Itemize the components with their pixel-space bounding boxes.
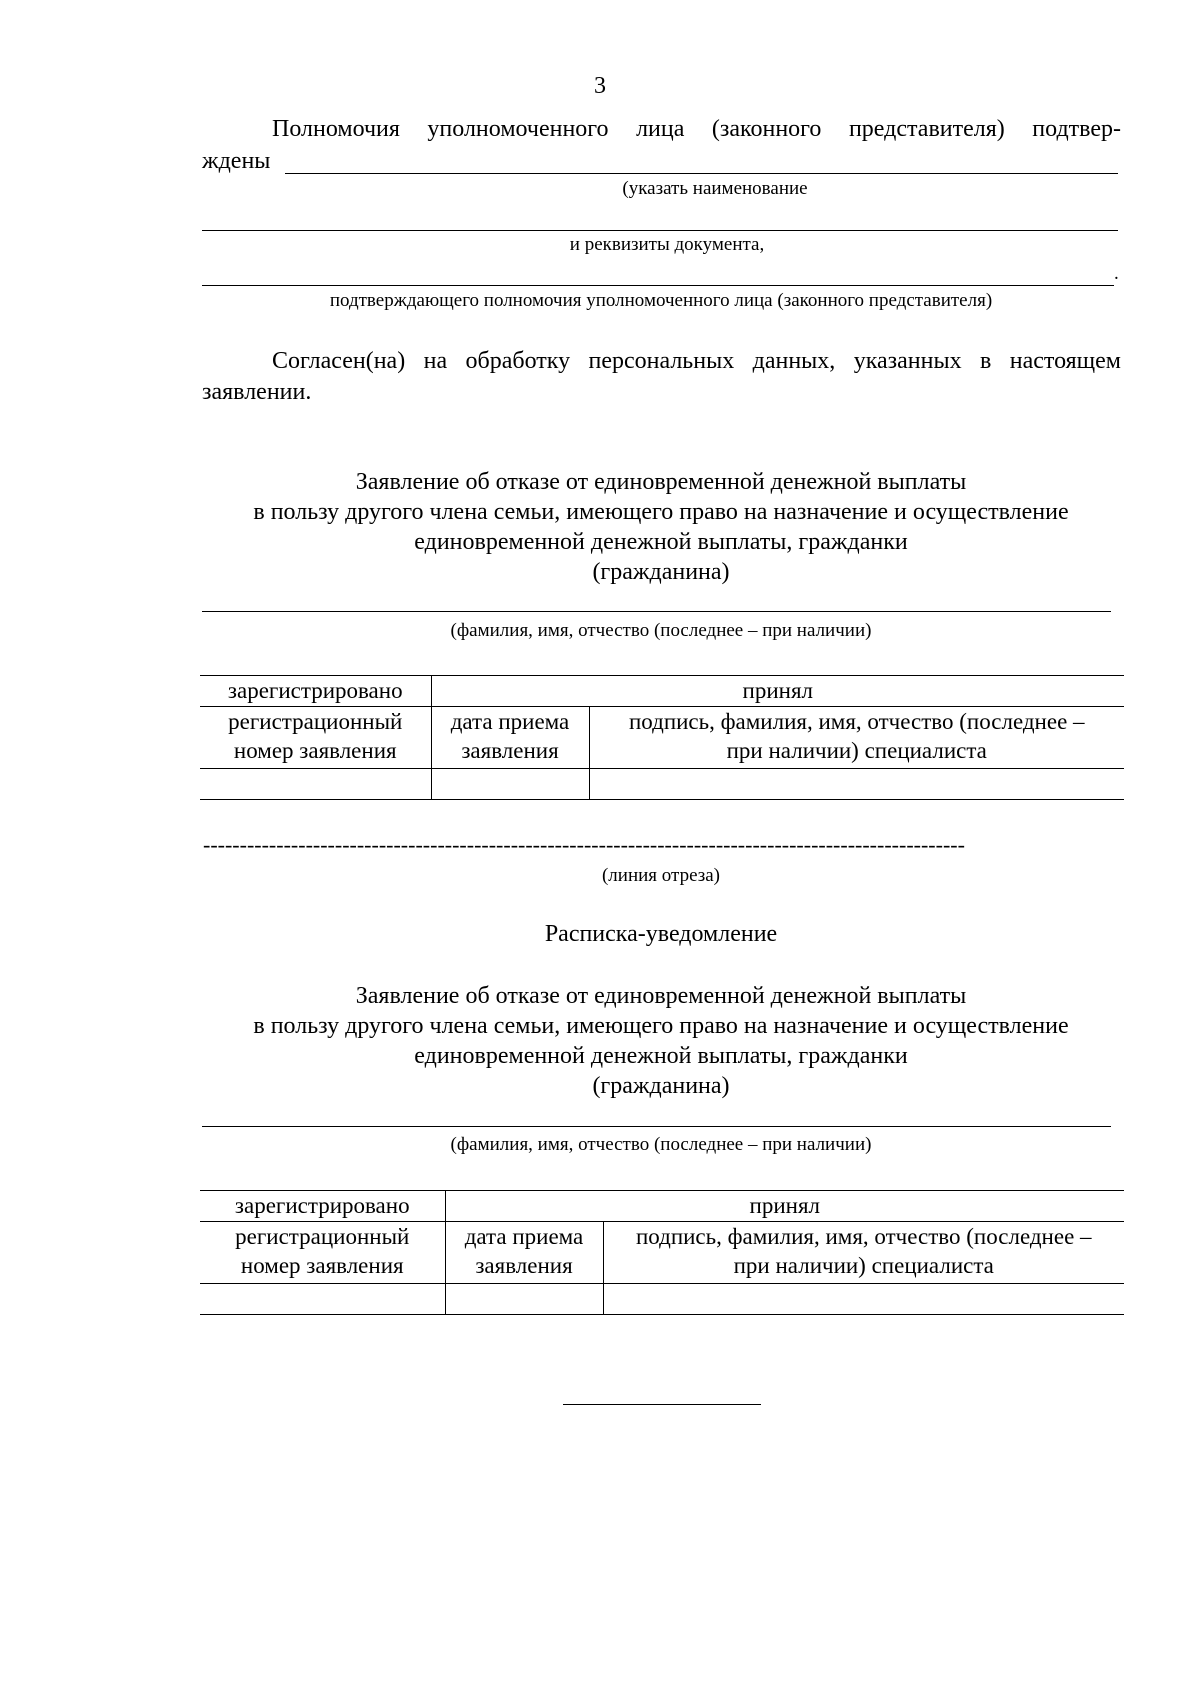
receipt-name-caption: (фамилия, имя, отчество (последнее – при наличии) bbox=[450, 1134, 872, 1155]
accepted-header: принял bbox=[431, 676, 1124, 707]
authority-paragraph-line2: ждены bbox=[202, 148, 271, 174]
receipt-accepted-header: принял bbox=[445, 1191, 1124, 1222]
receipt-title-line1: Заявление об отказе от единовременной денежной выплаты bbox=[355, 983, 967, 1009]
receipt-registration-table bbox=[200, 1190, 1124, 1315]
authority-paragraph-line1: Полномочия уполномоченного лица (законного представителя) подтвер- bbox=[272, 116, 1121, 142]
receipt-title-line2: в пользу другого члена семьи, имеющего право на назначение и осуществление bbox=[253, 1013, 1069, 1039]
application-title-line1: Заявление об отказе от единовременной денежной выплаты bbox=[355, 469, 967, 495]
cut-line: -------------------------------------------------------------------------------------------------------- bbox=[203, 834, 965, 856]
receipt-date-cell[interactable] bbox=[445, 1284, 603, 1315]
receipt-signature-header: подпись, фамилия, имя, отчество (последнее – при наличии) специалиста bbox=[603, 1222, 1124, 1284]
receipt-registered-header: зарегистрировано bbox=[200, 1191, 445, 1222]
receipt-name-field[interactable] bbox=[202, 1126, 1111, 1127]
application-registration-table bbox=[200, 675, 1124, 800]
receipt-heading: Расписка-уведомление bbox=[544, 921, 778, 947]
reg-number-cell[interactable] bbox=[200, 769, 431, 800]
signature-cell[interactable] bbox=[589, 769, 1124, 800]
application-title-line3: единовременной денежной выплаты, гражданки bbox=[414, 529, 908, 555]
reg-number-header: регистрационный номер заявления bbox=[200, 707, 431, 769]
authority-document-field[interactable] bbox=[285, 173, 1118, 174]
receipt-signature-cell[interactable] bbox=[603, 1284, 1124, 1315]
authority-caption-details: и реквизиты документа, bbox=[569, 234, 765, 255]
cut-line-caption: (линия отреза) bbox=[601, 865, 721, 886]
page-number: 3 bbox=[594, 73, 606, 99]
date-header: дата приема заявления bbox=[431, 707, 589, 769]
authority-details-field[interactable] bbox=[202, 230, 1118, 231]
authority-caption-confirming: подтверждающего полномочия уполномоченного лица (законного представителя) bbox=[329, 290, 993, 311]
end-separator-line bbox=[563, 1404, 761, 1405]
receipt-title-line3: единовременной денежной выплаты, гражданки bbox=[414, 1043, 908, 1069]
application-name-caption: (фамилия, имя, отчество (последнее – при наличии) bbox=[450, 620, 872, 641]
receipt-title-line4: (гражданина) bbox=[592, 1073, 730, 1099]
signature-header: подпись, фамилия, имя, отчество (последнее – при наличии) специалиста bbox=[589, 707, 1124, 769]
application-title-line2: в пользу другого члена семьи, имеющего право на назначение и осуществление bbox=[253, 499, 1069, 525]
application-name-field[interactable] bbox=[202, 611, 1111, 612]
receipt-reg-number-cell[interactable] bbox=[200, 1284, 445, 1315]
application-title-line4: (гражданина) bbox=[592, 559, 730, 585]
authority-caption-name: (указать наименование bbox=[622, 178, 808, 199]
registered-header: зарегистрировано bbox=[200, 676, 431, 707]
authority-confirmation-field[interactable] bbox=[202, 285, 1114, 286]
consent-line1: Согласен(на) на обработку персональных данных, указанных в настоящем bbox=[272, 348, 1121, 374]
receipt-date-header: дата приема заявления bbox=[445, 1222, 603, 1284]
date-cell[interactable] bbox=[431, 769, 589, 800]
consent-line2: заявлении. bbox=[202, 379, 312, 405]
authority-line-dot: . bbox=[1114, 263, 1119, 284]
receipt-reg-number-header: регистрационный номер заявления bbox=[200, 1222, 445, 1284]
